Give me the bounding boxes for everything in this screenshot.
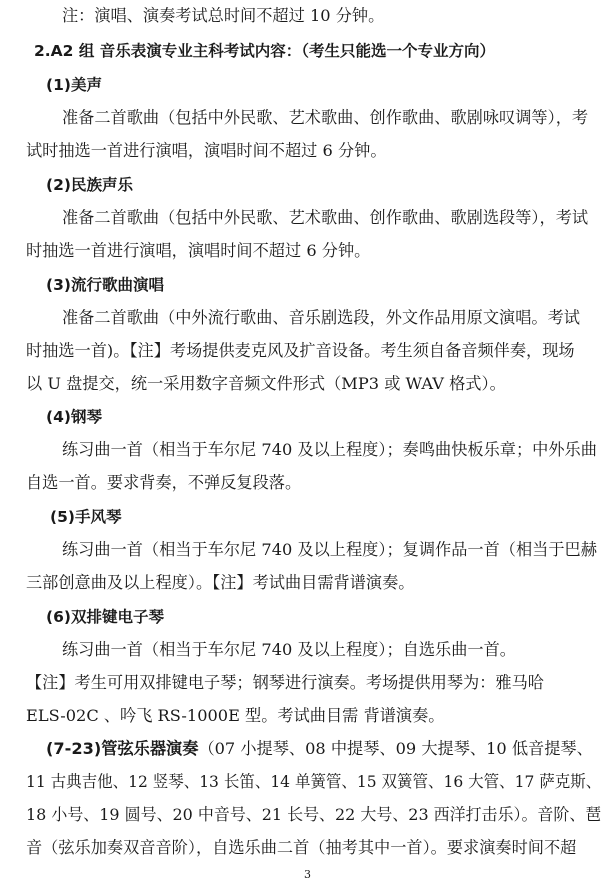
paragraph-line: 时抽选一首)。【注】考场提供麦克风及扩音设备。考生须自备音频伴奏，现场: [26, 341, 575, 360]
paragraph-line: 练习曲一首（相当于车尔尼 740 及以上程度）；奏鸣曲快板乐章；中外乐曲: [62, 440, 597, 459]
paragraph-line: 11 古典吉他、12 竖琴、13 长笛、14 单簧管、15 双簧管、16 大管、17 萨克斯、: [26, 772, 602, 791]
paragraph-line: 准备二首歌曲（中外流行歌曲、音乐剧选段，外文作品用原文演唱。考试: [62, 308, 580, 327]
note-total-time: 注：演唱、演奏考试总时间不超过 10 分钟。: [62, 6, 385, 25]
paragraph-line: 三部创意曲及以上程度）。【注】考试曲目需背谱演奏。: [26, 573, 415, 592]
paragraph-line: ELS-02C 、吟飞 RS-1000E 型。考试曲目需 背谱演奏。: [26, 706, 445, 725]
subheading-orchestral: (7-23)管弦乐器演奏: [46, 739, 199, 758]
paragraph-line: 准备二首歌曲（包括中外民歌、艺术歌曲、创作歌曲、歌剧选段等），考试: [62, 208, 589, 227]
paragraph-text: （07 小提琴、08 中提琴、09 大提琴、10 低音提琴、: [198, 739, 593, 758]
subheading-folk-vocal: (2)民族声乐: [46, 176, 133, 194]
paragraph-line: 以 U 盘提交，统一采用数字音频文件形式（MP3 或 WAV 格式）。: [26, 374, 506, 393]
paragraph-line: 练习曲一首（相当于车尔尼 740 及以上程度）；自选乐曲一首。: [62, 640, 516, 659]
subheading-piano: (4)钢琴: [46, 408, 102, 426]
paragraph-line: 时抽选一首进行演唱，演唱时间不超过 6 分钟。: [26, 241, 371, 260]
paragraph-line: 自选一首。要求背奏，不弹反复段落。: [26, 473, 302, 492]
paragraph-line: 【注】考生可用双排键电子琴；钢琴进行演奏。考场提供用琴为：雅马哈: [26, 673, 544, 692]
subheading-bel-canto: (1)美声: [46, 76, 102, 94]
subheading-electone: (6)双排键电子琴: [46, 608, 164, 626]
paragraph-line: 准备二首歌曲（包括中外民歌、艺术歌曲、创作歌曲、歌剧咏叹调等），考: [62, 108, 589, 127]
paragraph-orchestral-first-line: [46, 739, 593, 759]
paragraph-line: 练习曲一首（相当于车尔尼 740 及以上程度）；复调作品一首（相当于巴赫: [62, 540, 597, 559]
paragraph-line: 18 小号、19 圆号、20 中音号、21 长号、22 大号、23 西洋打击乐）。音阶、琶: [26, 805, 602, 824]
section-heading-a2: 2.A2 组 音乐表演专业主科考试内容：（考生只能选一个专业方向）: [34, 42, 495, 60]
page-number: 3: [304, 868, 311, 881]
subheading-accordion: (5)手风琴: [50, 508, 122, 526]
paragraph-line: 音（弦乐加奏双音音阶），自选乐曲二首（抽考其中一首）。要求演奏时间不超: [26, 838, 577, 857]
paragraph-line: 试时抽选一首进行演唱，演唱时间不超过 6 分钟。: [26, 141, 387, 160]
subheading-pop-singing: (3)流行歌曲演唱: [46, 276, 164, 294]
